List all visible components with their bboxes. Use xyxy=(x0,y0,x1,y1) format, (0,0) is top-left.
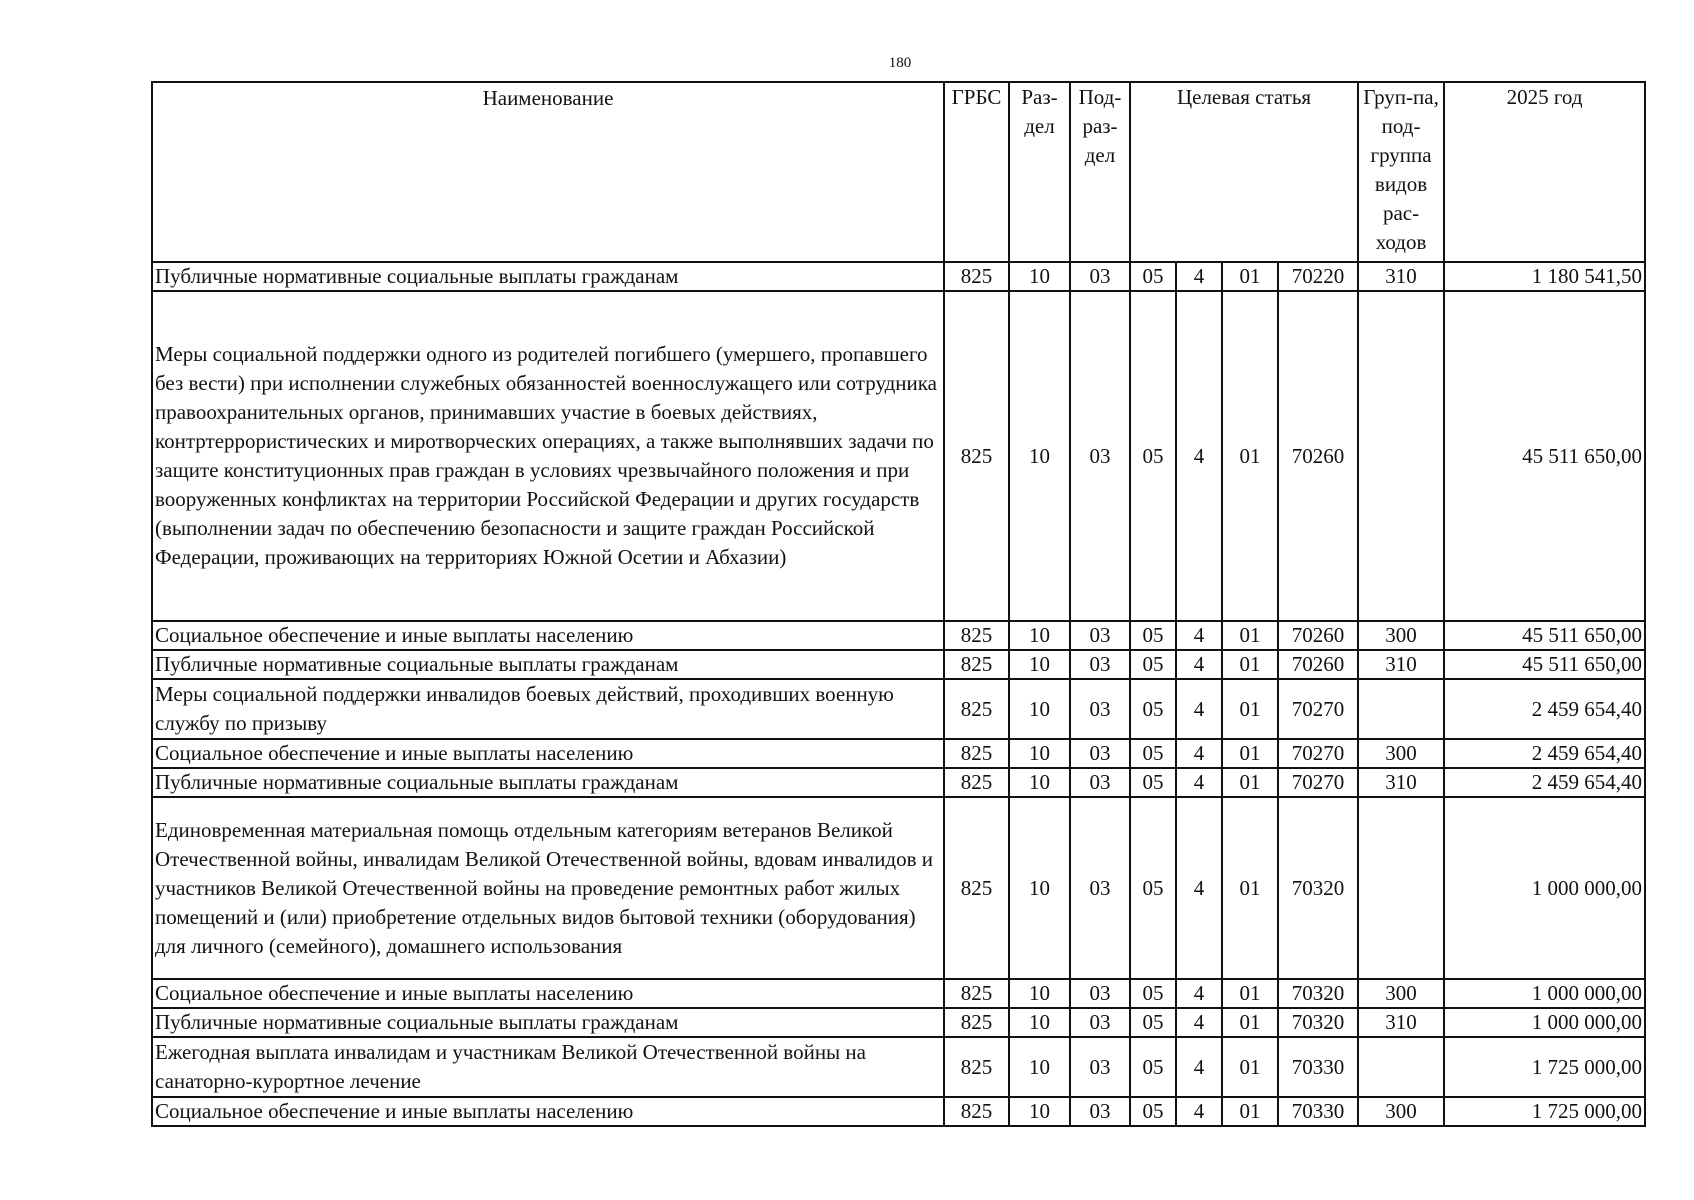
row-expense-group xyxy=(1358,679,1444,739)
table-row xyxy=(152,262,1645,291)
row-target-subprogram: 01 xyxy=(1222,262,1278,291)
row-target-subprogram: 01 xyxy=(1222,1097,1278,1126)
row-section: 10 xyxy=(1009,650,1070,679)
row-target-program: 05 xyxy=(1130,650,1176,679)
row-expense-group: 300 xyxy=(1358,621,1444,650)
row-expense-group xyxy=(1358,797,1444,979)
row-target-program: 05 xyxy=(1130,1037,1176,1097)
row-expense-group: 300 xyxy=(1358,739,1444,768)
row-target-direction: 70220 xyxy=(1278,262,1358,291)
row-amount: 1 000 000,00 xyxy=(1444,1008,1645,1037)
header-expense-group: Груп-па, под-группа видов рас-ходов xyxy=(1358,82,1444,262)
row-expense-group: 310 xyxy=(1358,1008,1444,1037)
row-name: Публичные нормативные социальные выплаты гражданам xyxy=(152,650,944,679)
table-row xyxy=(152,797,1645,979)
row-target-subprogram: 01 xyxy=(1222,739,1278,768)
row-target-type: 4 xyxy=(1176,650,1222,679)
row-amount: 45 511 650,00 xyxy=(1444,621,1645,650)
row-subsection: 03 xyxy=(1070,291,1130,621)
row-target-subprogram: 01 xyxy=(1222,1037,1278,1097)
row-target-program: 05 xyxy=(1130,739,1176,768)
row-target-direction: 70270 xyxy=(1278,679,1358,739)
row-section: 10 xyxy=(1009,1008,1070,1037)
row-target-direction: 70330 xyxy=(1278,1037,1358,1097)
row-target-type: 4 xyxy=(1176,739,1222,768)
table-row xyxy=(152,621,1645,650)
row-target-type: 4 xyxy=(1176,291,1222,621)
row-target-program: 05 xyxy=(1130,621,1176,650)
row-target-type: 4 xyxy=(1176,679,1222,739)
row-target-program: 05 xyxy=(1130,1097,1176,1126)
row-subsection: 03 xyxy=(1070,797,1130,979)
header-target-article: Целевая статья xyxy=(1130,82,1358,262)
row-section: 10 xyxy=(1009,291,1070,621)
row-target-type: 4 xyxy=(1176,621,1222,650)
row-amount: 2 459 654,40 xyxy=(1444,739,1645,768)
row-target-direction: 70270 xyxy=(1278,739,1358,768)
row-subsection: 03 xyxy=(1070,1037,1130,1097)
header-name: Наименование xyxy=(152,82,944,262)
table-row xyxy=(152,679,1645,739)
row-target-program: 05 xyxy=(1130,262,1176,291)
row-name: Социальное обеспечение и иные выплаты населению xyxy=(152,1097,944,1126)
row-name: Меры социальной поддержки одного из родителей погибшего (умершего, пропавшего без вести) при исполнении служебных обязанностей военнослужащего или сотрудника правоохранительных органов, принимавших участие в боевых действиях, контртеррористических и миротворческих операциях, а также выполнявших задачи по защите конституционных прав граждан в условиях чрезвычайного положения и при вооруженных конфликтах на территории Российской Федерации и других государств (выполнении задач по обеспечению безопасности и защите граждан Российской Федерации, проживающих на территориях Южной Осетии и Абхазии) xyxy=(152,291,944,621)
row-subsection: 03 xyxy=(1070,979,1130,1008)
header-subsection: Под-раз-дел xyxy=(1070,82,1130,262)
row-expense-group: 310 xyxy=(1358,650,1444,679)
row-target-direction: 70320 xyxy=(1278,797,1358,979)
row-name: Единовременная материальная помощь отдельным категориям ветеранов Великой Отечественной войны, инвалидам Великой Отечественной войны, вдовам инвалидов и участников Великой Отечественной войны на проведение ремонтных работ жилых помещений и (или) приобретение отдельных видов бытовой техники (оборудования) для личного (семейного), домашнего использования xyxy=(152,797,944,979)
table-row xyxy=(152,291,1645,621)
row-target-direction: 70320 xyxy=(1278,1008,1358,1037)
table-row xyxy=(152,1008,1645,1037)
row-name: Социальное обеспечение и иные выплаты населению xyxy=(152,621,944,650)
row-amount: 1 000 000,00 xyxy=(1444,797,1645,979)
row-expense-group xyxy=(1358,1037,1444,1097)
table-row xyxy=(152,1037,1645,1097)
row-amount: 2 459 654,40 xyxy=(1444,679,1645,739)
row-subsection: 03 xyxy=(1070,650,1130,679)
row-target-direction: 70260 xyxy=(1278,291,1358,621)
row-target-subprogram: 01 xyxy=(1222,291,1278,621)
row-section: 10 xyxy=(1009,797,1070,979)
row-amount: 1 725 000,00 xyxy=(1444,1037,1645,1097)
table-body xyxy=(152,262,1645,1126)
row-subsection: 03 xyxy=(1070,262,1130,291)
row-amount: 1 725 000,00 xyxy=(1444,1097,1645,1126)
header-section: Раз-дел xyxy=(1009,82,1070,262)
row-grbs: 825 xyxy=(944,979,1009,1008)
row-target-type: 4 xyxy=(1176,1097,1222,1126)
row-name: Меры социальной поддержки инвалидов боевых действий, проходивших военную службу по призыву xyxy=(152,679,944,739)
row-subsection: 03 xyxy=(1070,1008,1130,1037)
row-target-subprogram: 01 xyxy=(1222,1008,1278,1037)
row-expense-group: 300 xyxy=(1358,979,1444,1008)
row-target-subprogram: 01 xyxy=(1222,797,1278,979)
table-row xyxy=(152,979,1645,1008)
row-target-subprogram: 01 xyxy=(1222,979,1278,1008)
row-subsection: 03 xyxy=(1070,679,1130,739)
row-target-type: 4 xyxy=(1176,1037,1222,1097)
row-target-subprogram: 01 xyxy=(1222,621,1278,650)
row-target-program: 05 xyxy=(1130,1008,1176,1037)
row-grbs: 825 xyxy=(944,621,1009,650)
table-row xyxy=(152,1097,1645,1126)
row-section: 10 xyxy=(1009,1097,1070,1126)
table-row xyxy=(152,739,1645,768)
row-target-subprogram: 01 xyxy=(1222,768,1278,797)
row-target-subprogram: 01 xyxy=(1222,650,1278,679)
row-target-type: 4 xyxy=(1176,797,1222,979)
row-grbs: 825 xyxy=(944,739,1009,768)
row-name: Публичные нормативные социальные выплаты гражданам xyxy=(152,1008,944,1037)
budget-table xyxy=(151,81,1646,1127)
row-grbs: 825 xyxy=(944,768,1009,797)
row-target-type: 4 xyxy=(1176,1008,1222,1037)
row-subsection: 03 xyxy=(1070,1097,1130,1126)
row-amount: 1 180 541,50 xyxy=(1444,262,1645,291)
row-grbs: 825 xyxy=(944,291,1009,621)
row-grbs: 825 xyxy=(944,797,1009,979)
row-amount: 1 000 000,00 xyxy=(1444,979,1645,1008)
table-row xyxy=(152,650,1645,679)
row-section: 10 xyxy=(1009,739,1070,768)
row-amount: 45 511 650,00 xyxy=(1444,291,1645,621)
row-section: 10 xyxy=(1009,768,1070,797)
row-name: Публичные нормативные социальные выплаты гражданам xyxy=(152,768,944,797)
header-grbs: ГРБС xyxy=(944,82,1009,262)
row-expense-group: 310 xyxy=(1358,262,1444,291)
row-target-subprogram: 01 xyxy=(1222,679,1278,739)
row-target-direction: 70260 xyxy=(1278,621,1358,650)
row-subsection: 03 xyxy=(1070,768,1130,797)
row-target-direction: 70260 xyxy=(1278,650,1358,679)
row-grbs: 825 xyxy=(944,1008,1009,1037)
row-grbs: 825 xyxy=(944,1097,1009,1126)
row-section: 10 xyxy=(1009,979,1070,1008)
row-target-program: 05 xyxy=(1130,979,1176,1008)
row-grbs: 825 xyxy=(944,1037,1009,1097)
row-subsection: 03 xyxy=(1070,739,1130,768)
row-section: 10 xyxy=(1009,1037,1070,1097)
row-target-type: 4 xyxy=(1176,768,1222,797)
row-expense-group: 310 xyxy=(1358,768,1444,797)
row-target-program: 05 xyxy=(1130,291,1176,621)
row-amount: 45 511 650,00 xyxy=(1444,650,1645,679)
row-expense-group: 300 xyxy=(1358,1097,1444,1126)
row-target-type: 4 xyxy=(1176,262,1222,291)
row-name: Социальное обеспечение и иные выплаты населению xyxy=(152,979,944,1008)
row-name: Публичные нормативные социальные выплаты гражданам xyxy=(152,262,944,291)
row-name: Ежегодная выплата инвалидам и участникам Великой Отечественной войны на санаторно-курортное лечение xyxy=(152,1037,944,1097)
row-section: 10 xyxy=(1009,262,1070,291)
row-target-type: 4 xyxy=(1176,979,1222,1008)
row-target-direction: 70270 xyxy=(1278,768,1358,797)
row-section: 10 xyxy=(1009,621,1070,650)
row-target-direction: 70320 xyxy=(1278,979,1358,1008)
row-subsection: 03 xyxy=(1070,621,1130,650)
row-expense-group xyxy=(1358,291,1444,621)
row-name: Социальное обеспечение и иные выплаты населению xyxy=(152,739,944,768)
row-target-program: 05 xyxy=(1130,797,1176,979)
row-target-program: 05 xyxy=(1130,679,1176,739)
table-header xyxy=(152,82,1645,262)
table-row xyxy=(152,768,1645,797)
header-year: 2025 год xyxy=(1444,82,1645,262)
row-section: 10 xyxy=(1009,679,1070,739)
row-amount: 2 459 654,40 xyxy=(1444,768,1645,797)
row-target-direction: 70330 xyxy=(1278,1097,1358,1126)
row-grbs: 825 xyxy=(944,650,1009,679)
row-target-program: 05 xyxy=(1130,768,1176,797)
row-grbs: 825 xyxy=(944,679,1009,739)
row-grbs: 825 xyxy=(944,262,1009,291)
page-number: 180 xyxy=(888,55,912,71)
